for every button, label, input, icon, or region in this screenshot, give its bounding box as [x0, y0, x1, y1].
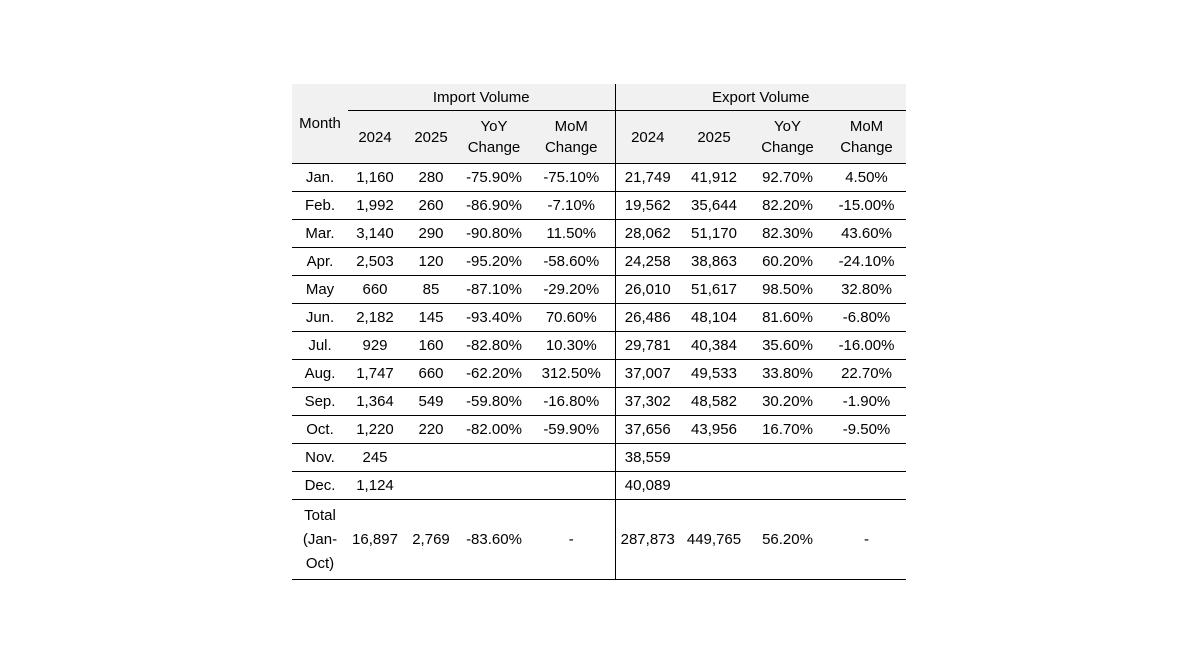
import-2025-cell: 85 — [402, 276, 460, 304]
table-row-sep — [292, 388, 906, 416]
month-label: Sep. — [292, 388, 348, 416]
export-2025-cell: 48,104 — [680, 304, 748, 332]
export-2025-cell: 43,956 — [680, 416, 748, 444]
import-mom-cell: 312.50% — [528, 360, 615, 388]
import-yoy-cell: -93.40% — [460, 304, 528, 332]
import-2025-cell — [402, 472, 460, 500]
import-2024-cell: 1,992 — [348, 192, 402, 220]
import-yoy-cell — [460, 472, 528, 500]
import-yoy-cell: -83.60% — [460, 500, 528, 580]
table-row-jan — [292, 164, 906, 192]
export-2024-cell: 26,486 — [615, 304, 680, 332]
month-label: Total (Jan-Oct) — [292, 500, 348, 580]
export-mom-cell: 32.80% — [827, 276, 906, 304]
import-mom-cell: -58.60% — [528, 248, 615, 276]
export-mom-cell: 22.70% — [827, 360, 906, 388]
month-label: Mar. — [292, 220, 348, 248]
import-2025-cell: 660 — [402, 360, 460, 388]
import-yoy-cell: -62.20% — [460, 360, 528, 388]
table-row-total — [292, 500, 906, 580]
export-yoy-cell: 82.30% — [748, 220, 827, 248]
import-2025-cell: 220 — [402, 416, 460, 444]
import-2024-cell: 3,140 — [348, 220, 402, 248]
export-2024-cell: 24,258 — [615, 248, 680, 276]
import-2025-cell: 549 — [402, 388, 460, 416]
export-yoy-cell: 33.80% — [748, 360, 827, 388]
export-2024-cell: 29,781 — [615, 332, 680, 360]
export-2025-cell: 40,384 — [680, 332, 748, 360]
import-2024-cell: 1,364 — [348, 388, 402, 416]
import-2025-cell — [402, 444, 460, 472]
table-header — [292, 84, 906, 164]
export-mom-cell: 4.50% — [827, 164, 906, 192]
import-volume-group-header: Import Volume — [348, 84, 615, 111]
import-2024-cell: 660 — [348, 276, 402, 304]
export-2025-cell: 51,617 — [680, 276, 748, 304]
import-yoy-cell: -87.10% — [460, 276, 528, 304]
export-2025-cell: 51,170 — [680, 220, 748, 248]
sub-header-row — [292, 111, 906, 164]
export-2024-cell: 21,749 — [615, 164, 680, 192]
table-row-apr — [292, 248, 906, 276]
export-yoy-cell: 35.60% — [748, 332, 827, 360]
import-mom-cell: 70.60% — [528, 304, 615, 332]
export-mom-change-header: MoM Change — [827, 111, 906, 164]
import-2024-cell: 2,182 — [348, 304, 402, 332]
month-label: Jul. — [292, 332, 348, 360]
export-2025-cell — [680, 472, 748, 500]
export-2024-header: 2024 — [615, 111, 680, 164]
import-yoy-change-header: YoY Change — [460, 111, 528, 164]
export-2025-cell: 41,912 — [680, 164, 748, 192]
import-yoy-cell — [460, 444, 528, 472]
export-2024-cell: 28,062 — [615, 220, 680, 248]
month-label: Dec. — [292, 472, 348, 500]
table-row-jul — [292, 332, 906, 360]
export-mom-cell: -16.00% — [827, 332, 906, 360]
export-yoy-cell: 98.50% — [748, 276, 827, 304]
import-mom-cell: 10.30% — [528, 332, 615, 360]
month-label: Jan. — [292, 164, 348, 192]
export-mom-cell: -6.80% — [827, 304, 906, 332]
export-mom-cell: -24.10% — [827, 248, 906, 276]
export-mom-cell: -15.00% — [827, 192, 906, 220]
import-2024-cell: 929 — [348, 332, 402, 360]
import-mom-change-header: MoM Change — [528, 111, 615, 164]
month-label: Oct. — [292, 416, 348, 444]
export-mom-cell — [827, 472, 906, 500]
export-yoy-cell: 16.70% — [748, 416, 827, 444]
import-mom-cell — [528, 472, 615, 500]
month-label: Apr. — [292, 248, 348, 276]
table-row-may — [292, 276, 906, 304]
table-row-aug — [292, 360, 906, 388]
import-2024-cell: 16,897 — [348, 500, 402, 580]
import-mom-cell: 11.50% — [528, 220, 615, 248]
import-2024-header: 2024 — [348, 111, 402, 164]
export-2025-cell: 38,863 — [680, 248, 748, 276]
month-label: Jun. — [292, 304, 348, 332]
import-mom-cell: -59.90% — [528, 416, 615, 444]
import-2025-cell: 2,769 — [402, 500, 460, 580]
export-yoy-cell: 82.20% — [748, 192, 827, 220]
import-2025-cell: 120 — [402, 248, 460, 276]
import-2025-cell: 280 — [402, 164, 460, 192]
import-2024-cell: 1,160 — [348, 164, 402, 192]
import-mom-cell — [528, 444, 615, 472]
import-yoy-cell: -95.20% — [460, 248, 528, 276]
import-2025-cell: 160 — [402, 332, 460, 360]
month-label: May — [292, 276, 348, 304]
table-body — [292, 164, 906, 580]
import-2025-header: 2025 — [402, 111, 460, 164]
export-2024-cell: 287,873 — [615, 500, 680, 580]
month-label: Feb. — [292, 192, 348, 220]
import-mom-cell: -16.80% — [528, 388, 615, 416]
export-volume-group-header: Export Volume — [615, 84, 906, 111]
import-mom-cell: -29.20% — [528, 276, 615, 304]
month-column-header: Month — [292, 84, 348, 164]
export-yoy-cell — [748, 472, 827, 500]
table-row-jun — [292, 304, 906, 332]
export-mom-cell: 43.60% — [827, 220, 906, 248]
import-yoy-cell: -86.90% — [460, 192, 528, 220]
export-mom-cell: - — [827, 500, 906, 580]
export-2025-header: 2025 — [680, 111, 748, 164]
export-mom-cell: -1.90% — [827, 388, 906, 416]
import-2024-cell: 2,503 — [348, 248, 402, 276]
import-yoy-cell: -59.80% — [460, 388, 528, 416]
export-2024-cell: 19,562 — [615, 192, 680, 220]
import-mom-cell: - — [528, 500, 615, 580]
import-2024-cell: 245 — [348, 444, 402, 472]
export-2025-cell: 449,765 — [680, 500, 748, 580]
export-2025-cell — [680, 444, 748, 472]
export-yoy-cell: 56.20% — [748, 500, 827, 580]
export-2025-cell: 48,582 — [680, 388, 748, 416]
export-yoy-change-header: YoY Change — [748, 111, 827, 164]
export-yoy-cell: 30.20% — [748, 388, 827, 416]
import-2025-cell: 145 — [402, 304, 460, 332]
export-yoy-cell — [748, 444, 827, 472]
import-2024-cell: 1,220 — [348, 416, 402, 444]
table-row-feb — [292, 192, 906, 220]
month-label: Aug. — [292, 360, 348, 388]
import-2025-cell: 260 — [402, 192, 460, 220]
export-2024-cell: 37,007 — [615, 360, 680, 388]
import-2024-cell: 1,747 — [348, 360, 402, 388]
import-export-volume-table — [292, 84, 906, 580]
export-2024-cell: 26,010 — [615, 276, 680, 304]
export-yoy-cell: 81.60% — [748, 304, 827, 332]
import-yoy-cell: -82.00% — [460, 416, 528, 444]
export-2024-cell: 38,559 — [615, 444, 680, 472]
export-2024-cell: 37,302 — [615, 388, 680, 416]
table-row-dec — [292, 472, 906, 500]
table-row-oct — [292, 416, 906, 444]
table-row-mar — [292, 220, 906, 248]
export-2024-cell: 37,656 — [615, 416, 680, 444]
import-yoy-cell: -90.80% — [460, 220, 528, 248]
group-header-row — [292, 84, 906, 111]
export-yoy-cell: 92.70% — [748, 164, 827, 192]
export-mom-cell: -9.50% — [827, 416, 906, 444]
import-2025-cell: 290 — [402, 220, 460, 248]
import-2024-cell: 1,124 — [348, 472, 402, 500]
month-label: Nov. — [292, 444, 348, 472]
import-yoy-cell: -75.90% — [460, 164, 528, 192]
export-2024-cell: 40,089 — [615, 472, 680, 500]
export-mom-cell — [827, 444, 906, 472]
import-yoy-cell: -82.80% — [460, 332, 528, 360]
import-mom-cell: -7.10% — [528, 192, 615, 220]
table-row-nov — [292, 444, 906, 472]
export-2025-cell: 49,533 — [680, 360, 748, 388]
export-2025-cell: 35,644 — [680, 192, 748, 220]
export-yoy-cell: 60.20% — [748, 248, 827, 276]
import-mom-cell: -75.10% — [528, 164, 615, 192]
